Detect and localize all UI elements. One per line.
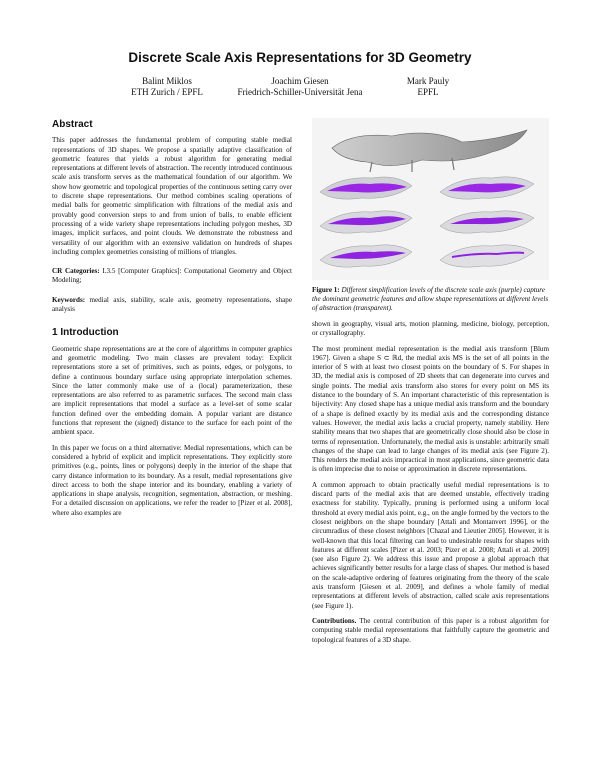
- keywords-text: medial axis, stability, scale axis, geometry representations, shape analysis: [52, 295, 292, 314]
- contributions-paragraph: [312, 617, 549, 645]
- right-column: [312, 320, 549, 651]
- author-name: Balint Miklos: [142, 76, 192, 86]
- intro-heading: 1 Introduction: [52, 327, 119, 339]
- right-paragraph-2: A common approach to obtain practically useful medial representations is to discard parts of the medial axis that are deemed unstable, effectively trading exactness for stability. Typically, pruning is performed using a uniform local threshold at every medial axis point, e.g., on the angle formed by the vectors to the closest neighbors on the shape boundary [Attali and Montanvert 1996], or the circumradius of these closest neighbors [Chazal and Lieutier 2005]. However, it is well-known that this local filtering can lead to undesirable results for shapes with features at different scales [Pizer et al. 2003; Pizer et al. 2008; Attali et al. 2009] (see also Figure 2). We address this issue and propose a global approach that achieves significantly better results for a large class of shapes. Our method is based on the scale-adaptive ordering of features originating from the theory of the scale axis transform [Giesen et al. 2009], and defines a whole family of medial representations at different levels of abstraction, called scale axis representations (see Figure 1).: [312, 480, 549, 610]
- figure-caption-text: Different simplification levels of the discrete scale axis (purple) capture the dominant geometric features and allow shape representations at different levels of abstraction (transparent).: [312, 286, 549, 312]
- cr-categories: [52, 267, 292, 286]
- right-paragraph-1: The most prominent medial representation is the medial axis transform [Blum 1967]. Given a shape S ⊂ ℝd, the medial axis MS is the set of all points in the interior of S with at least two closest points on the boundary of S. For shapes in 3D, the medial axis is composed of 2D sheets that can degenerate into curves and single points. The medial axis transform also stores for every point on MS its distance to the boundary of S. An important characteristic of this representation is bijectivity: Any closed shape has a unique medial axis transform and the boundary of a shape is defined exactly by its medial axis and the corresponding distance values. However, the medial axis lacks a crucial property, namely stability. Here stability means that two shapes that are geometrically close should also be close in terms of representation. Unfortunately, the medial axis is unstable: arbitrarily small changes of the shape can lead to large changes of its medial axis (see Figure 2). This renders the medial axis impractical in most applications, since geometric data is often imprecise due to noise or approximation in discrete representations.: [312, 344, 549, 474]
- paper-title: Discrete Scale Axis Representations for 3D Geometry: [128, 50, 472, 65]
- author-name: Mark Pauly: [406, 76, 450, 86]
- author-name: Joachim Giesen: [271, 76, 329, 86]
- right-paragraph-0: shown in geography, visual arts, motion planning, medicine, biology, perception, or crystallography.: [312, 320, 549, 338]
- abstract-text: This paper addresses the fundamental problem of computing stable medial representations of 3D shapes. We propose a spatially adaptive classification of geometric features that yields a robust algorithm for generating medial representations at different levels of abstraction. The recently introduced continuous scale axis transform serves as the mathematical foundation of our algorithm. We show how geometric and topological properties of the continuous setting carry over to discrete shape representations. Our method combines scaling operations of medial balls for geometric simplification with filtrations of the medial axis and provably good conversion steps to and from union of balls, to enable efficient processing of a wide variety shape representations including polygon meshes, 3D images, implicit surfaces, and point clouds. We demonstrate the robustness and versatility of our algorithm with an extensive validation on hundreds of shapes including complex geometries consisting of millions of triangles.: [52, 136, 292, 256]
- left-column: [52, 120, 292, 524]
- keywords: [52, 296, 292, 315]
- contributions-text: The central contribution of this paper is a robust algorithm for computing stable medial representations that faithfully capture the geometric and topological features of a 3D shape.: [312, 616, 549, 644]
- cr-label: CR Categories:: [52, 267, 100, 276]
- keywords-label: Keywords:: [52, 295, 86, 304]
- intro-paragraph-2: In this paper we focus on a third alternative: Medial representations, which can be considered a hybrid of explicit and implicit representations. They explicitly store primitives (e.g., points, lines or polygons) deeply in the interior of the shape that carry distance information to its boundary. As a result, medial representations give direct access to both the shape interior and its boundary, enabling a variety of applications in shape analysis, recognition, segmentation, abstraction, or meshing. For a detailed discussion on applications, we refer the reader to [Pizer et al. 2008], where also examples are: [52, 443, 292, 517]
- contributions-label: Contributions.: [312, 616, 357, 625]
- figure-label: Figure 1:: [312, 286, 340, 294]
- author-affiliation: EPFL: [417, 87, 439, 97]
- author-affiliation: Friedrich-Schiller-Universität Jena: [237, 87, 363, 97]
- author-affiliation: ETH Zurich / EPFL: [131, 87, 203, 97]
- intro-paragraph-1: Geometric shape representations are at the core of algorithms in computer graphics and geometric modeling. Two main classes are prevalent today: Explicit representations store a set of primitives, such as points, edges, or polygons, to define a continuous boundary surface using appropriate interpolation schemes. Since the latter commonly make use of a (local) parameterization, these representations are also referred to as parametric surfaces. The second main class are implicit representations that model a surface as a level-set of some scalar function defined over the embedding domain. A popular variant are distance functions that represent the (signed) distance to the surface for each point of the ambient space.: [52, 344, 292, 437]
- figure-1-image: [312, 118, 549, 280]
- abstract-heading: Abstract: [52, 119, 93, 130]
- figure-1-caption: [312, 286, 549, 313]
- cr-text: I.3.5 [Computer Graphics]: Computational Geometry and Object Modeling;: [52, 267, 293, 285]
- dinosaur-original: [332, 130, 527, 166]
- author-3: [338, 76, 518, 98]
